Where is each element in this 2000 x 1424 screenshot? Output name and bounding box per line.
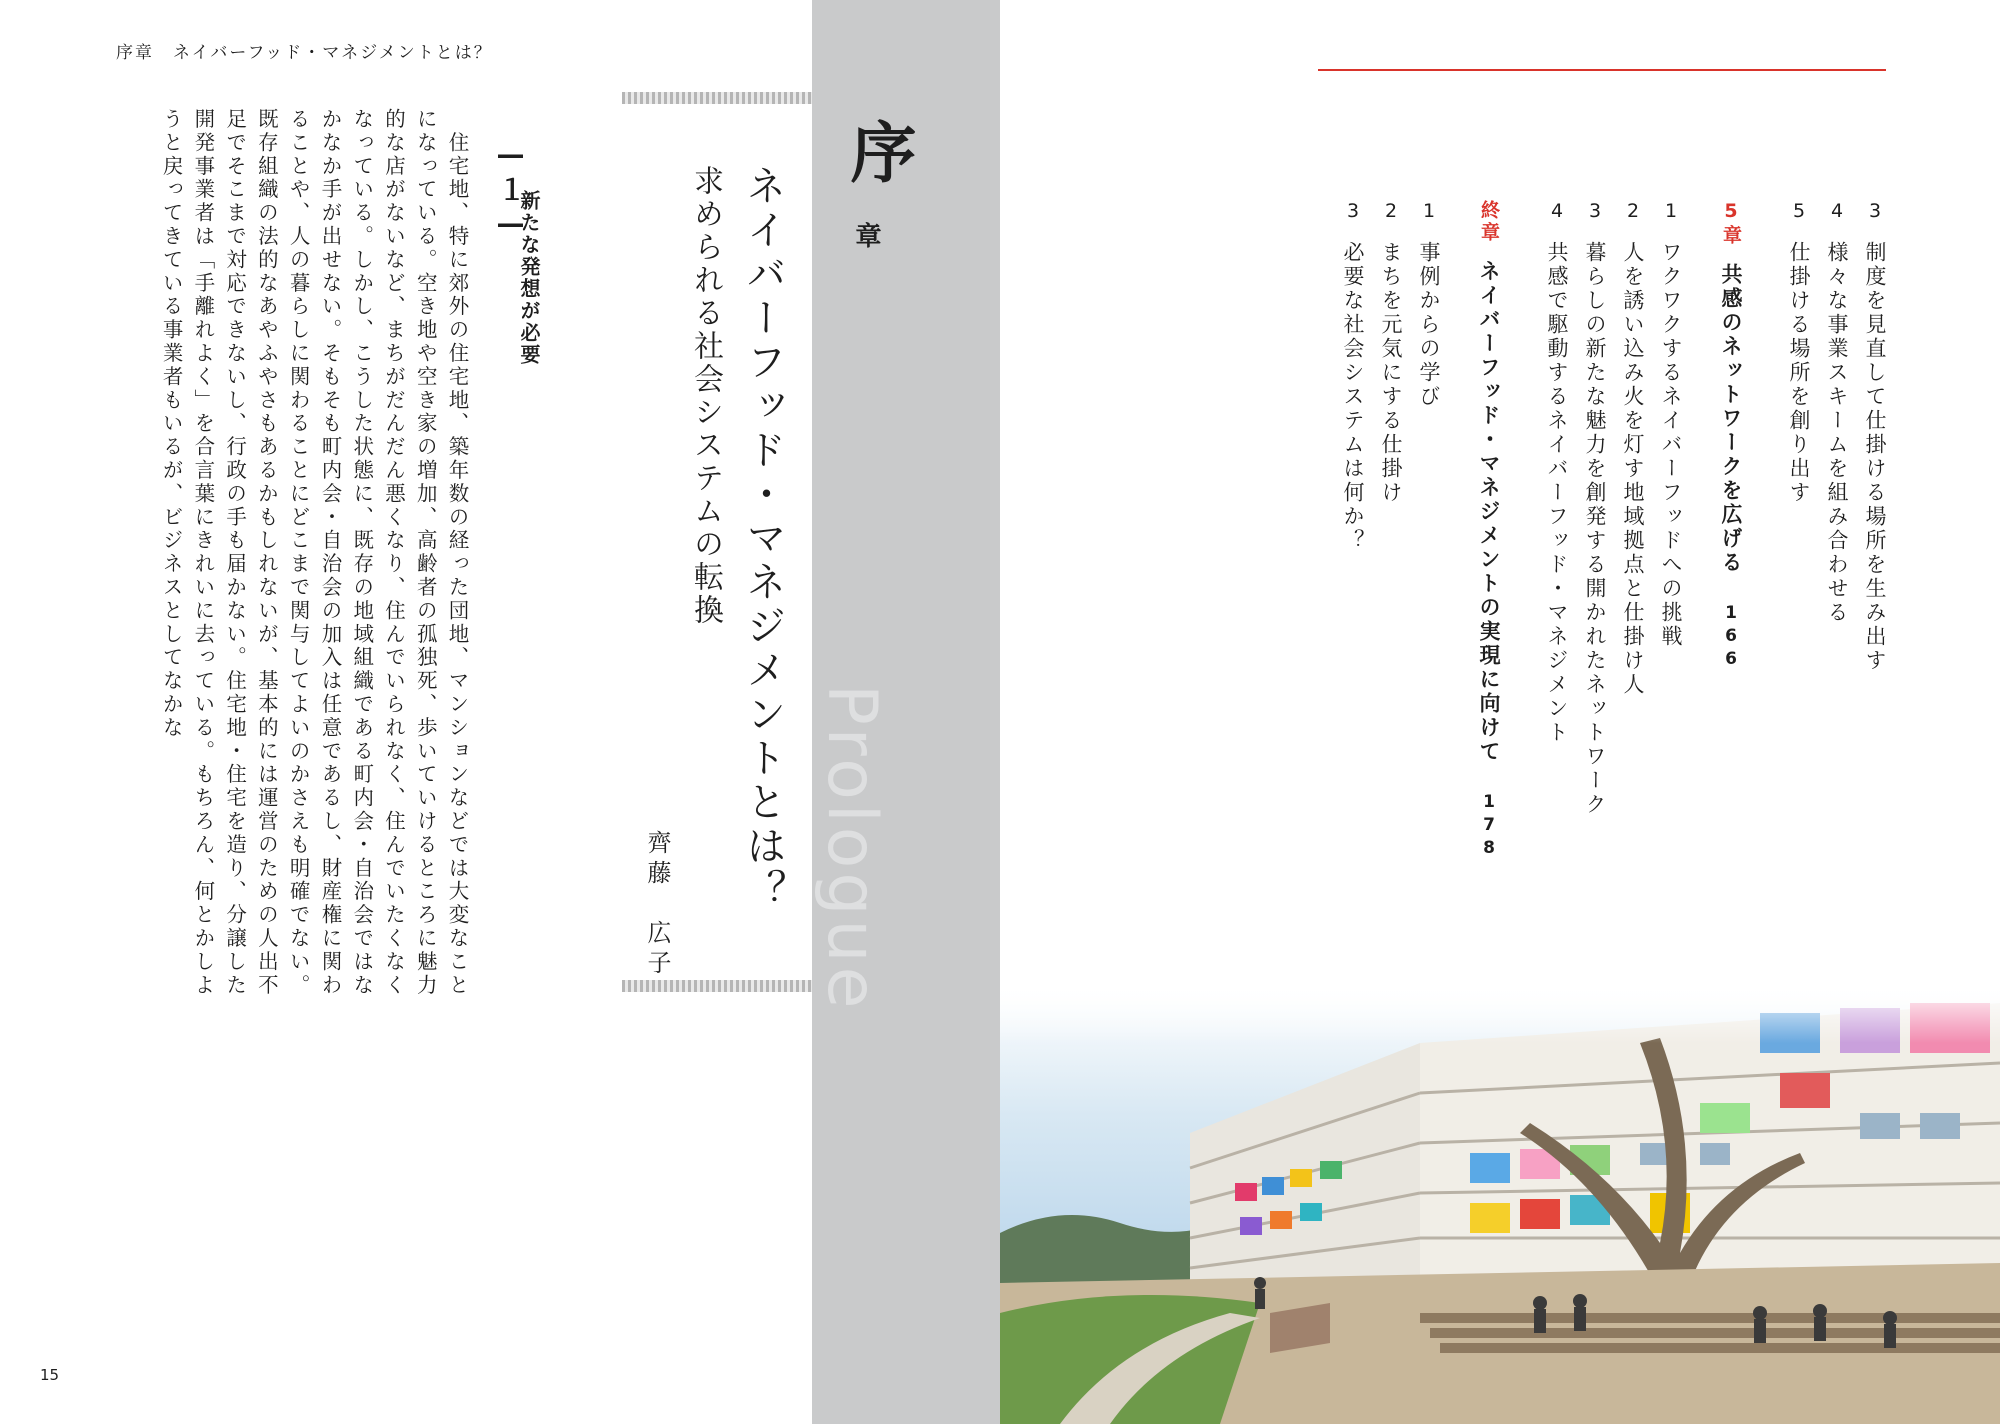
- toc-item-label: ワクワクするネイバーフッドへの挑戦: [1659, 241, 1683, 649]
- toc-item-label: 必要な社会システムは何か？: [1341, 241, 1365, 553]
- toc-item-number: 4: [1826, 200, 1848, 225]
- apartment-courtyard-photo: [1000, 983, 2000, 1424]
- toc-item-number: 2: [1622, 200, 1644, 225]
- page-number: 15: [40, 1366, 60, 1384]
- toc-chapter-label: 共感のネットワークを広げる: [1719, 263, 1743, 575]
- toc-item[interactable]: [1656, 200, 1686, 649]
- chapter-mark: 序: [839, 118, 916, 184]
- toc-item[interactable]: [1860, 200, 1890, 673]
- chapter-mark-suffix: 章: [851, 222, 881, 248]
- toc-item-number: 1: [1418, 200, 1440, 225]
- toc-item-label: 人を誘い込み火を灯す地域拠点と仕掛け人: [1621, 241, 1645, 697]
- toc-item[interactable]: [1784, 200, 1814, 505]
- chapter-subtitle: 求められる社会システムの転換: [688, 165, 723, 627]
- toc-chapter-number: 5章: [1720, 200, 1742, 247]
- toc-item-label: 暮らしの新たな魅力を創発する開かれたネットワーク: [1583, 241, 1607, 817]
- toc-item-number: 2: [1380, 200, 1402, 225]
- toc-item[interactable]: [1580, 200, 1610, 817]
- toc-item[interactable]: [1542, 200, 1572, 745]
- toc-item-number: 4: [1546, 200, 1568, 225]
- toc-item-number: 1: [1660, 200, 1682, 225]
- author-name: 齊藤 広子: [643, 830, 671, 980]
- toc-page-number: 178: [1479, 792, 1499, 861]
- toc-item-label: 仕掛ける場所を創り出す: [1787, 241, 1811, 505]
- toc-chapter-5[interactable]: [1716, 200, 1746, 672]
- toc-item-number: 3: [1584, 200, 1606, 225]
- section-number: —１—: [494, 138, 527, 244]
- toc-chapter-number: 終章: [1478, 200, 1500, 244]
- toc-item[interactable]: [1338, 200, 1368, 553]
- toc-item[interactable]: [1822, 200, 1852, 625]
- toc-page-number: 166: [1721, 603, 1741, 672]
- toc-chapter-final[interactable]: [1474, 200, 1504, 861]
- prologue-label: Prologue: [812, 684, 891, 1013]
- toc-item[interactable]: [1414, 200, 1444, 409]
- toc-item-number: 3: [1342, 200, 1364, 225]
- toc-item-label: 事例からの学び: [1417, 241, 1441, 409]
- toc-item[interactable]: [1618, 200, 1648, 697]
- chapter-title: ネイバーフッド・マネジメントとは？: [740, 165, 786, 913]
- toc-chapter-label: ネイバーフッド・マネジメントの実現に向けて: [1477, 260, 1501, 764]
- toc-item-label: 共感で駆動するネイバーフッド・マネジメント: [1545, 241, 1569, 745]
- toc-item-label: まちを元気にする仕掛け: [1379, 241, 1403, 505]
- toc-item[interactable]: [1376, 200, 1406, 505]
- section-title: 新たな発想が必要: [517, 190, 541, 366]
- body-text: [122, 108, 472, 1008]
- running-header: 序章 ネイバーフッド・マネジメントとは？: [116, 43, 493, 63]
- toc-item-label: 制度を見直して仕掛ける場所を生み出す: [1863, 241, 1887, 673]
- toc-red-rule: [1318, 69, 1886, 71]
- toc-item-label: 様々な事業スキームを組み合わせる: [1825, 241, 1849, 625]
- toc-item-number: 5: [1788, 200, 1810, 225]
- body-paragraph: 住宅地、特に郊外の住宅地、築年数の経った団地、マンションなどでは大変なことになっている。空き地や空き家の増加、高齢者の孤独死、歩いていけるところに魅力的な店がないなど、まちがだんだん悪くなり、住んでいられなく、住んでいたくなくなっている。しかし、こうした状態に、既存の地域組織である町内会・自治会ではなかなか手が出せない。そもそも町内会・自治会の加入は任意であるし、財産権に関わることや、人の暮らしに関わることにどこまで関与してよいのかさえも明確でない。既存組織の法的なあやふやさもあるかもしれないが、基本的には運営のための人出不足でそこまで対応できないし、行政の手も届かない。住宅地・住宅を造り、分譲した開発事業者は「手離れよく」を合言葉にきれいに去っている。もちろん、何とかしようと戻ってきている事業者もいるが、ビジネスとしてなかな: [159, 108, 469, 998]
- toc-item-number: 3: [1864, 200, 1886, 225]
